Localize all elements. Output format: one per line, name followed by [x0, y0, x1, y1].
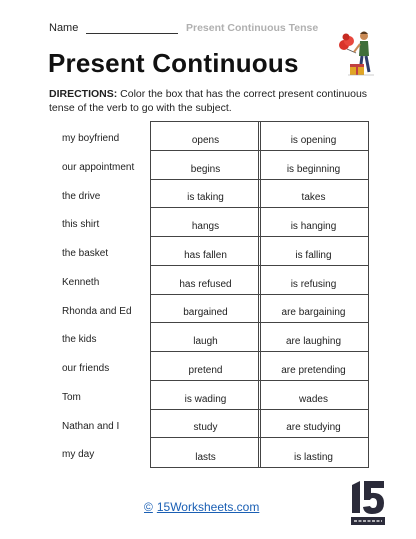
subject-label: my boyfriend — [62, 133, 120, 144]
subject-label: this shirt — [62, 219, 100, 231]
directions-label: DIRECTIONS: — [49, 88, 118, 100]
option-column-b — [258, 121, 369, 468]
option-b-box[interactable]: are bargaining — [259, 295, 368, 324]
option-b-box[interactable]: is beginning — [259, 151, 368, 180]
subject-label: Kenneth — [62, 276, 100, 288]
option-a-box[interactable]: pretend — [151, 352, 260, 381]
option-a-box[interactable]: hangs — [151, 208, 260, 237]
subject-label: the kids — [62, 334, 97, 346]
option-a-box[interactable]: is taking — [151, 180, 260, 209]
subject-label: Nathan and I — [62, 420, 120, 432]
directions — [49, 87, 379, 115]
option-b-box[interactable]: are pretending — [259, 352, 368, 381]
option-b-box[interactable]: are studying — [259, 410, 368, 439]
directions-text: Color the box that has the correct present continuous tense of the verb to go with the subject. — [49, 88, 368, 114]
subject-label: the drive — [62, 190, 101, 202]
option-a-box[interactable]: lasts — [195, 452, 216, 463]
option-b-box[interactable]: is hanging — [259, 208, 368, 237]
option-a-box[interactable]: bargained — [151, 295, 260, 324]
subject-label: our appointment — [62, 161, 135, 173]
worksheet-header-title: Present Continuous Tense — [186, 22, 319, 34]
option-b-box[interactable]: is falling — [259, 237, 368, 266]
option-a-box[interactable]: has refused — [151, 266, 260, 295]
copyright-icon: © — [144, 500, 153, 514]
name-field — [49, 22, 178, 34]
option-a-box[interactable]: begins — [151, 151, 260, 180]
option-b-box[interactable]: wades — [259, 381, 368, 410]
option-b-box[interactable]: are laughing — [259, 323, 368, 352]
option-column-a — [150, 121, 261, 468]
name-blank-line[interactable] — [86, 23, 178, 34]
option-a-box[interactable]: has fallen — [151, 237, 260, 266]
15-worksheets-logo-icon — [348, 479, 388, 527]
option-a-box[interactable]: study — [151, 410, 260, 439]
person-with-balloons-icon — [334, 28, 378, 80]
subject-label: Tom — [62, 391, 81, 403]
option-a-box[interactable]: is wading — [151, 381, 260, 410]
option-a-box[interactable]: laugh — [151, 323, 260, 352]
option-b-box[interactable]: is opening — [259, 122, 368, 151]
subject-label: the basket — [62, 248, 109, 259]
option-a-box[interactable]: opens — [151, 122, 260, 151]
name-label: Name — [49, 22, 79, 34]
page-title: Present Continuous — [48, 48, 299, 78]
option-b-box[interactable]: is refusing — [259, 266, 368, 295]
option-b-box[interactable]: is lasting — [294, 452, 333, 463]
subject-label: Rhonda and Ed — [62, 305, 132, 317]
subject-label: my day — [62, 449, 95, 461]
option-b-box[interactable]: takes — [259, 180, 368, 209]
subject-label: our friends — [62, 363, 110, 374]
footer-link-text[interactable]: 15Worksheets.com — [156, 500, 260, 514]
footer-link[interactable] — [144, 500, 259, 514]
